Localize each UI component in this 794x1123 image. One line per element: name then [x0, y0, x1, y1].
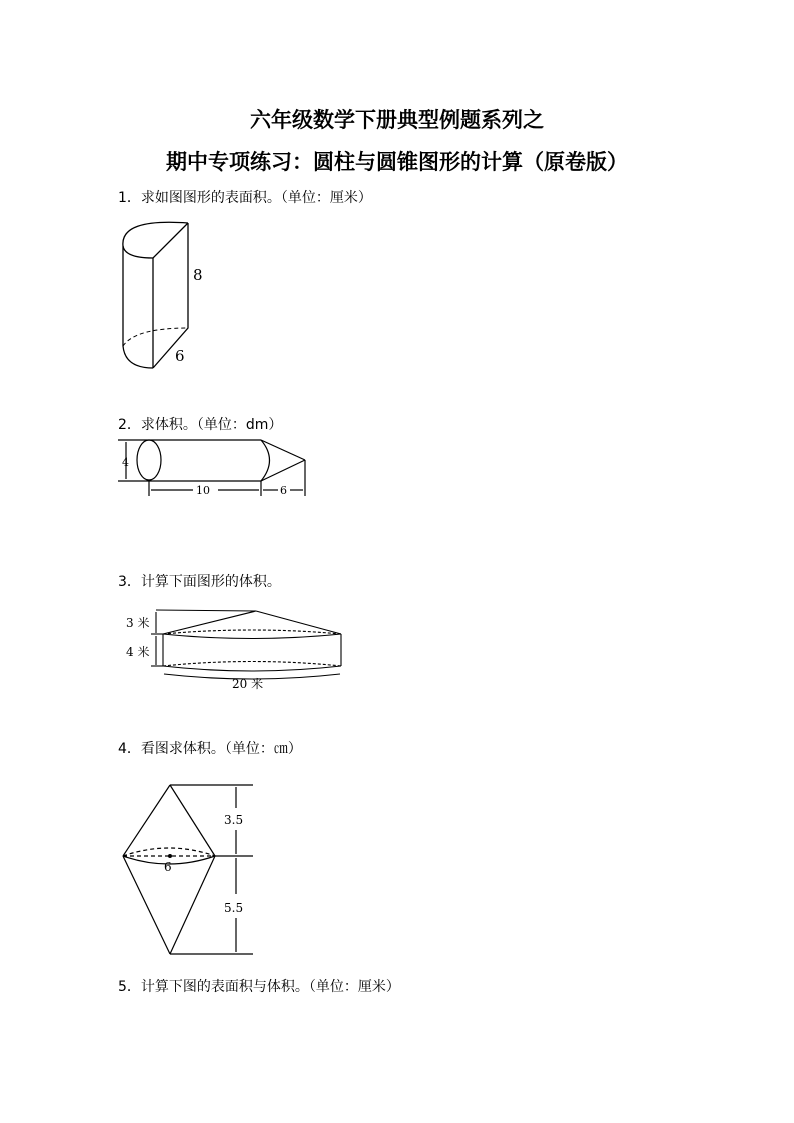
- label-cone-length: 6: [280, 484, 287, 497]
- label-bottom-height: 5.5: [224, 901, 244, 915]
- label-diameter: 6: [164, 860, 172, 874]
- label-top-height: 3.5: [224, 813, 244, 827]
- label-base: 6: [175, 347, 185, 365]
- figure-half-cylinder: [115, 218, 215, 373]
- question-4: 4．看图求体积。（单位：㎝）: [118, 741, 302, 757]
- doc-title-line2: 期中专项练习：圆柱与圆锥图形的计算（原卷版）: [166, 150, 628, 174]
- question-5: 5．计算下图的表面积与体积。（单位：厘米）: [118, 979, 400, 995]
- label-cyl-length: 10: [196, 484, 210, 497]
- question-1: 1．求如图图形的表面积。（单位：厘米）: [118, 190, 372, 206]
- label-diameter: 20 米: [232, 677, 264, 691]
- figure-double-cone: [120, 782, 260, 958]
- figure-cylinder-with-cone: [124, 609, 346, 691]
- label-cone-height: 3 米: [126, 616, 150, 630]
- label-diameter: 4: [122, 456, 129, 469]
- doc-title-line1: 六年级数学下册典型例题系列之: [250, 108, 544, 132]
- question-2: 2．求体积。（单位：dm）: [118, 417, 283, 433]
- figure-cylinder-cone: [118, 438, 318, 500]
- question-3: 3．计算下面图形的体积。: [118, 574, 281, 590]
- label-height: 8: [193, 266, 203, 284]
- label-cylinder-height: 4 米: [126, 645, 150, 659]
